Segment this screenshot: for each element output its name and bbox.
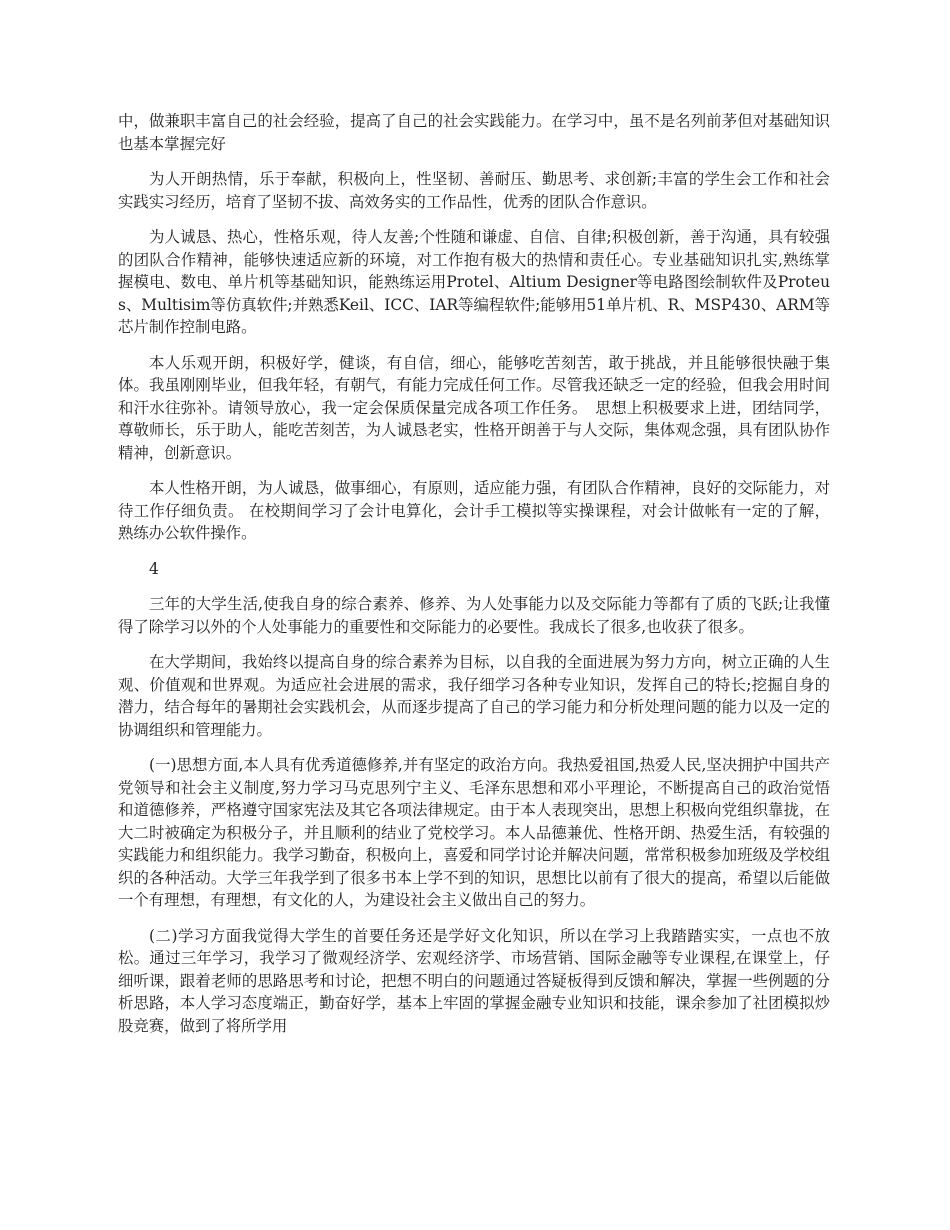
paragraph-1: 中，做兼职丰富自己的社会经验，提高了自己的社会实践能力。在学习中，虽不是名列前茅但对基础知识也基本掌握完好 [118, 112, 830, 153]
paragraph-7: 在大学期间，我始终以提高自身的综合素养为目标，以自我的全面进展为努力方向，树立正确的人生观、价值观和世界观。为适应社会进展的需求，我仔细学习各种专业知识，发挥自己的特长;挖掘自身的潜力，结合每年的暑期社会实践机会，从而逐步提高了自己的学习能力和分析处理问题的能力以及一定的协调组织和管理能力。 [118, 653, 830, 739]
paragraph-2: 为人开朗热情，乐于奉献，积极向上，性坚韧、善耐压、勤思考、求创新;丰富的学生会工作和社会实践实习经历，培育了坚韧不拔、高效务实的工作品性，优秀的团队合作意识。 [118, 170, 830, 211]
paragraph-9: (二)学习方面我觉得大学生的首要任务还是学好文化知识，所以在学习上我踏踏实实，一点也不放松。通过三年学习，我学习了微观经济学、宏观经济学、市场营销、国际金融等专业课程,在课堂上，仔细听课，跟着老师的思路思考和讨论，把想不明白的问题通过答疑板得到反馈和解决，掌握一些例题的分析思路，本人学习态度端正，勤奋好学，基本上牢固的掌握金融专业知识和技能，课余参加了社团模拟炒股竞赛，做到了将所学用 [118, 926, 830, 1035]
paragraph-4: 本人乐观开朗，积极好学，健谈，有自信，细心，能够吃苦刻苦，敢于挑战，并且能够很快融于集体。我虽刚刚毕业，但我年轻，有朝气，有能力完成任何工作。尽管我还缺乏一定的经验，但我会用时间和汗水往弥补。请领导放心，我一定会保质保量完成各项工作任务。 思想上积极要求上进，团结同学，尊敬师长，乐于助人，能吃苦刻苦，为人诚恳老实，性格开朗善于与人交际，集体观念强，具有团队协作精神，创新意识。 [118, 353, 830, 462]
paragraph-5: 本人性格开朗，为人诚恳，做事细心，有原则，适应能力强，有团队合作精神，良好的交际能力，对待工作仔细负责。 在校期间学习了会计电算化，会计手工模拟等实操课程，对会计做帐有一定的了解，熟练办公软件操作。 [118, 479, 830, 542]
document-page [118, 110, 830, 1050]
page-number: 4 [149, 559, 159, 578]
paragraph-3: 为人诚恳、热心，性格乐观，待人友善;个性随和谦虚、自信、自律;积极创新，善于沟通，具有较强的团队合作精神，能够快速适应新的环境，对工作抱有极大的热情和责任心。专业基础知识扎实,熟练掌握模电、数电、单片机等基础知识，能熟练运用Protel、Altium Designer等电路图绘制软件及Proteus、Multisim等仿真软件;并熟悉Keil、ICC、IAR等编程软件;能够用51单片机、R、MSP430、ARM等芯片制作控制电路。 [118, 228, 830, 336]
paragraph-6: 三年的大学生活,使我自身的综合素养、修养、为人处事能力以及交际能力等都有了质的飞跃;让我懂得了除学习以外的个人处事能力的重要性和交际能力的必要性。我成长了很多,也收获了很多。 [118, 595, 830, 636]
paragraph-8: (一)思想方面,本人具有优秀道德修养,并有坚定的政治方向。我热爱祖国,热爱人民,坚决拥护中国共产党领导和社会主义制度,努力学习马克思列宁主义、毛泽东思想和邓小平理论，不断提高自己的政治觉悟和道德修养，严格遵守国家宪法及其它各项法律规定。由于本人表现突出，思想上积极向党组织靠拢，在大二时被确定为积极分子，并且顺利的结业了党校学习。本人品德兼优、性格开朗、热爱生活，有较强的实践能力和组织能力。我学习勤奋，积极向上，喜爱和同学讨论并解决问题，常常积极参加班级及学校组织的各种活动。大学三年我学到了很多书本上学不到的知识，思想比以前有了很大的提高，希望以后能做一个有理想，有理想，有文化的人，为建设社会主义做出自己的努力。 [118, 756, 830, 909]
